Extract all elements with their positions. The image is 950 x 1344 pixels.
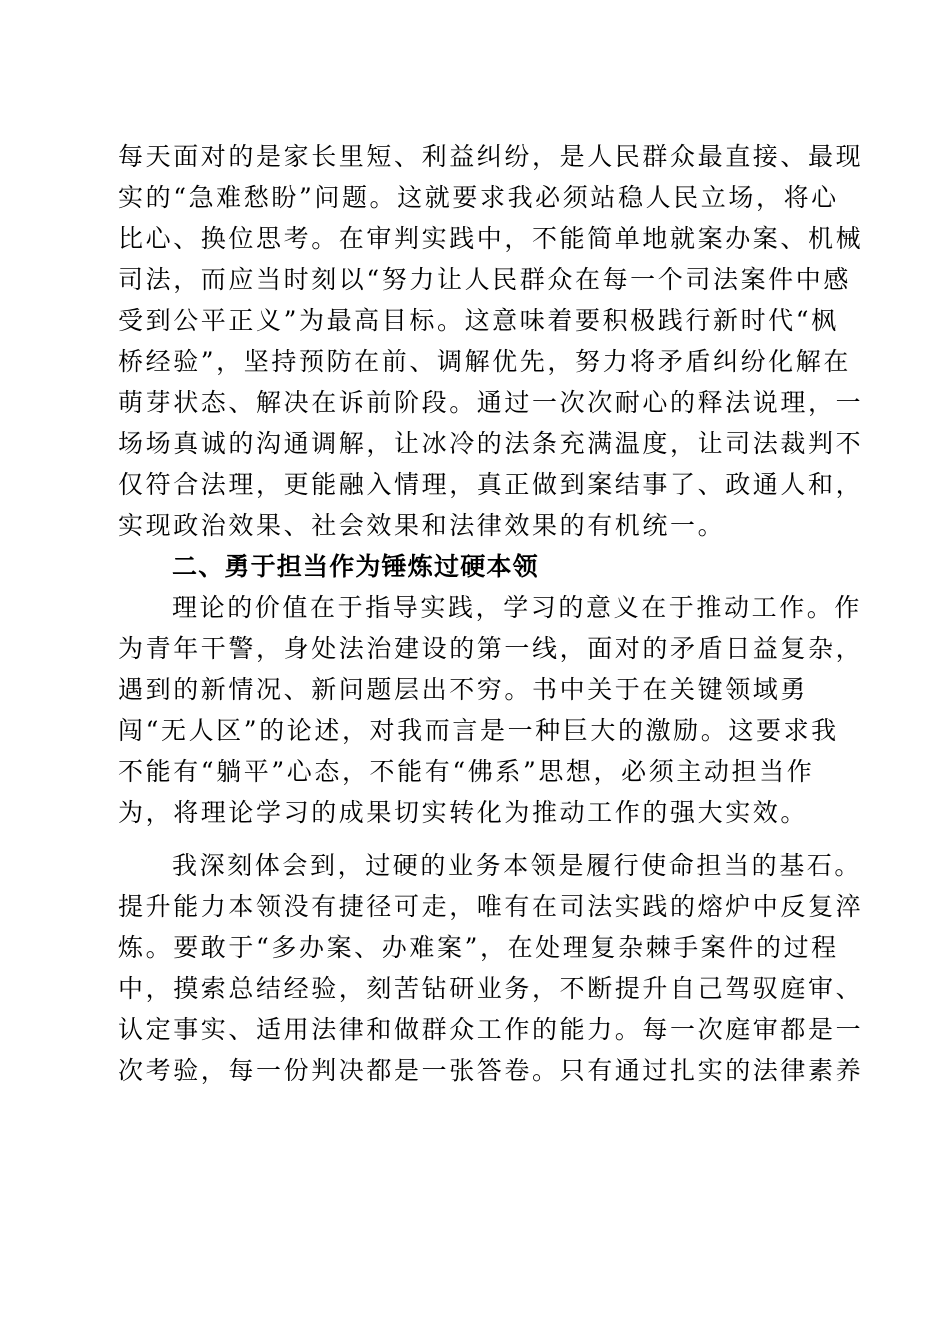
text-line: 中，摸索总结经验，刻苦钻研业务，不断提升自己驾驭庭审、	[118, 974, 864, 1003]
text-line: 遇到的新情况、新问题层出不穷。书中关于在关键领域勇	[118, 675, 809, 704]
paragraph-1	[118, 136, 864, 546]
text-line: 比心、换位思考。在审判实践中，不能简单地就案办案、机械	[118, 224, 864, 253]
text-line: 炼。要敢于“多办案、办难案”，在处理复杂棘手案件的过程	[118, 933, 839, 962]
text-line: 司法，而应当时刻以“努力让人民群众在每一个司法案件中感	[118, 265, 851, 294]
text-line: 萌芽状态、解决在诉前阶段。通过一次次耐心的释法说理，一	[118, 388, 864, 417]
text-line: 每天面对的是家长里短、利益纠纷，是人民群众最直接、最现	[118, 142, 864, 171]
text-line: 认定事实、适用法律和做群众工作的能力。每一次庭审都是一	[118, 1015, 864, 1044]
section-heading: 二、勇于担当作为锤炼过硬本领	[172, 552, 539, 581]
text-line: 仅符合法理，更能融入情理，真正做到案结事了、政通人和，	[118, 470, 864, 499]
text-line: 不能有“躺平”心态，不能有“佛系”思想，必须主动担当作	[118, 757, 815, 786]
text-line: 场场真诚的沟通调解，让冰冷的法条充满温度，让司法裁判不	[118, 429, 864, 458]
text-line: 提升能力本领没有捷径可走，唯有在司法实践的熔炉中反复淬	[118, 892, 864, 921]
paragraph-2	[118, 587, 864, 833]
text-line: 实现政治效果、社会效果和法律效果的有机统一。	[118, 511, 726, 540]
paragraph-3	[118, 845, 864, 1091]
document-body	[118, 136, 864, 1091]
text-line: 我深刻体会到，过硬的业务本领是履行使命担当的基石。	[172, 851, 863, 880]
text-line: 闯“无人区”的论述，对我而言是一种巨大的激励。这要求我	[118, 716, 839, 745]
text-line: 桥经验”，坚持预防在前、调解优先，努力将矛盾纠纷化解在	[118, 347, 851, 376]
text-line: 为青年干警，身处法治建设的第一线，面对的矛盾日益复杂，	[118, 634, 864, 663]
text-line: 实的“急难愁盼”问题。这就要求我必须站稳人民立场，将心	[118, 183, 839, 212]
text-line: 为，将理论学习的成果切实转化为推动工作的强大实效。	[118, 798, 809, 827]
text-line: 理论的价值在于指导实践，学习的意义在于推动工作。作	[172, 593, 863, 622]
text-line: 受到公平正义”为最高目标。这意味着要积极践行新时代“枫	[118, 306, 839, 335]
text-line: 次考验，每一份判决都是一张答卷。只有通过扎实的法律素养	[118, 1056, 864, 1085]
